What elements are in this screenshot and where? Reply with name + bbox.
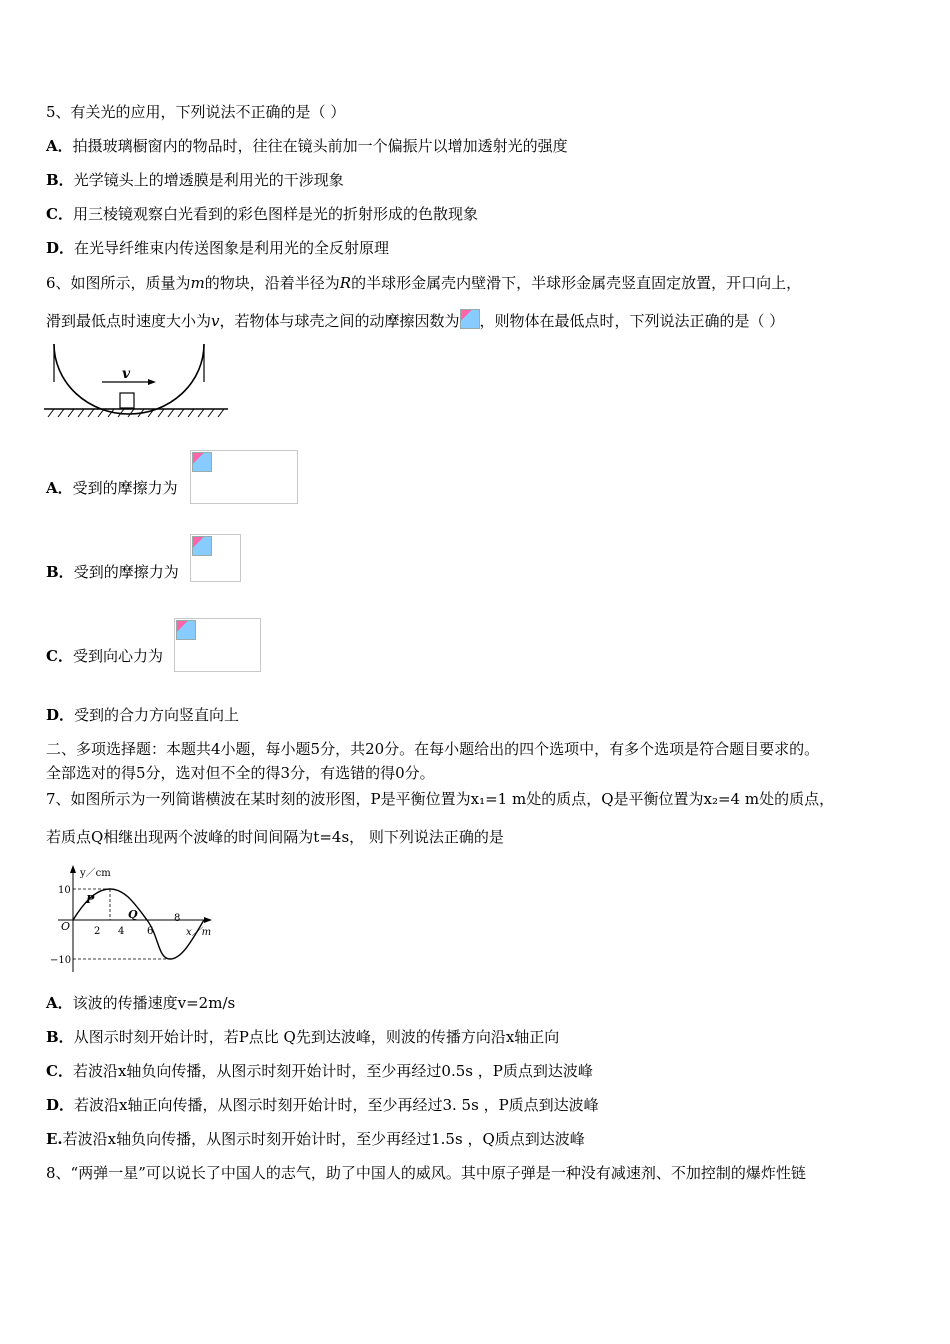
- wave-graph: [46, 860, 226, 975]
- graph-y-top: 10: [58, 885, 71, 896]
- q7-option-a: A．该波的传播速度v=2m/s: [46, 994, 236, 1012]
- graph-xlabel: x／m: [186, 927, 212, 938]
- broken-image-icon: [192, 536, 212, 556]
- option-text: 用三棱镜观察白光看到的彩色图样是光的折射形成的色散现象: [72, 205, 478, 223]
- option-text: 在光导纤维束内传送图象是利用光的全反射原理: [74, 239, 390, 257]
- option-text: 拍摄玻璃橱窗内的物品时，往往在镜头前加一个偏振片以增加透射光的强度: [72, 137, 568, 155]
- point-p-label: P: [86, 893, 95, 906]
- q6-stem-line2: 滑到最低点时速度大小为v，若物体与球壳之间的动摩擦因数为 ，则物体在最低点时，下列说法正确的是（ ）: [46, 309, 784, 331]
- option-key: A．: [46, 137, 73, 155]
- option-key: B．: [46, 171, 74, 189]
- q5-option-a: [46, 136, 568, 156]
- q6-option-c: C．受到向心力为: [46, 647, 163, 665]
- section2-heading-line2: 全部选对的得5分，选对但不全的得3分，有选错的得0分。: [46, 764, 435, 782]
- q8-stem: 8、“两弹一星”可以说长了中国人的志气，助了中国人的威风。其中原子弹是一种没有减速剂、不加控制的爆炸性链: [46, 1164, 806, 1182]
- q7-option-d: D．若波沿x轴正向传播，从图示时刻开始计时，至少再经过3. 5s ，P质点到达波峰: [46, 1096, 599, 1114]
- q7-stem-line2: 若质点Q相继出现两个波峰的时间间隔为t=4s， 则下列说法正确的是: [46, 828, 504, 846]
- formula-image-a: [190, 450, 298, 504]
- graph-y-bottom: −10: [50, 955, 72, 966]
- broken-image-icon: [192, 452, 212, 472]
- q6-stem-line1: 6、如图所示，质量为m的物块，沿着半径为R的半球形金属壳内壁滑下，半球形金属壳竖直固定放置，开口向上，: [46, 274, 802, 292]
- block: [120, 393, 134, 408]
- section2-heading-line1: 二、多项选择题：本题共4小题，每小题5分，共20分。在每小题给出的四个选项中，有多个选项是符合题目要求的。: [46, 740, 820, 758]
- velocity-label: v: [122, 366, 131, 382]
- graph-ylabel: y／cm: [80, 868, 111, 879]
- broken-image-icon: [460, 309, 480, 329]
- option-key: C．: [46, 205, 73, 223]
- tick-2: 2: [94, 926, 101, 937]
- q7-option-e: E.若波沿x轴负向传播，从图示时刻开始计时，至少再经过1.5s ，Q质点到达波峰: [46, 1130, 585, 1148]
- q5-option-c: [46, 204, 478, 224]
- q6-option-d: D．受到的合力方向竖直向上: [46, 706, 240, 724]
- option-key: D．: [46, 239, 75, 257]
- q7-option-c: C．若波沿x轴负向传播，从图示时刻开始计时，至少再经过0.5s ，P质点到达波峰: [46, 1062, 593, 1080]
- formula-image-c: [174, 618, 261, 672]
- q7-option-b: B．从图示时刻开始计时，若P点比 Q先到达波峰，则波的传播方向沿x轴正向: [46, 1028, 560, 1046]
- tick-8: 8: [174, 913, 181, 924]
- graph-origin: O: [61, 920, 71, 933]
- q5-option-b: [46, 170, 344, 190]
- q5-stem: 5、有关光的应用，下列说法不正确的是（ ）: [46, 103, 346, 121]
- q7-stem-line1: 7、如图所示为一列简谐横波在某时刻的波形图，P是平衡位置为x₁=1 m处的质点，Q是平衡位置为x₂=4 m处的质点，: [46, 790, 835, 808]
- option-text: 光学镜头上的增透膜是利用光的干涉现象: [73, 171, 344, 189]
- tick-4: 4: [118, 926, 125, 937]
- point-q-label: Q: [128, 908, 138, 921]
- hemisphere-figure: [44, 342, 230, 420]
- tick-6: 6: [147, 926, 154, 937]
- q6-option-b: B．受到的摩擦力为: [46, 563, 179, 581]
- q6-option-a: A．受到的摩擦力为: [46, 479, 178, 497]
- q5-option-d: [46, 238, 389, 258]
- formula-image-b: [190, 534, 241, 582]
- broken-image-icon: [176, 620, 196, 640]
